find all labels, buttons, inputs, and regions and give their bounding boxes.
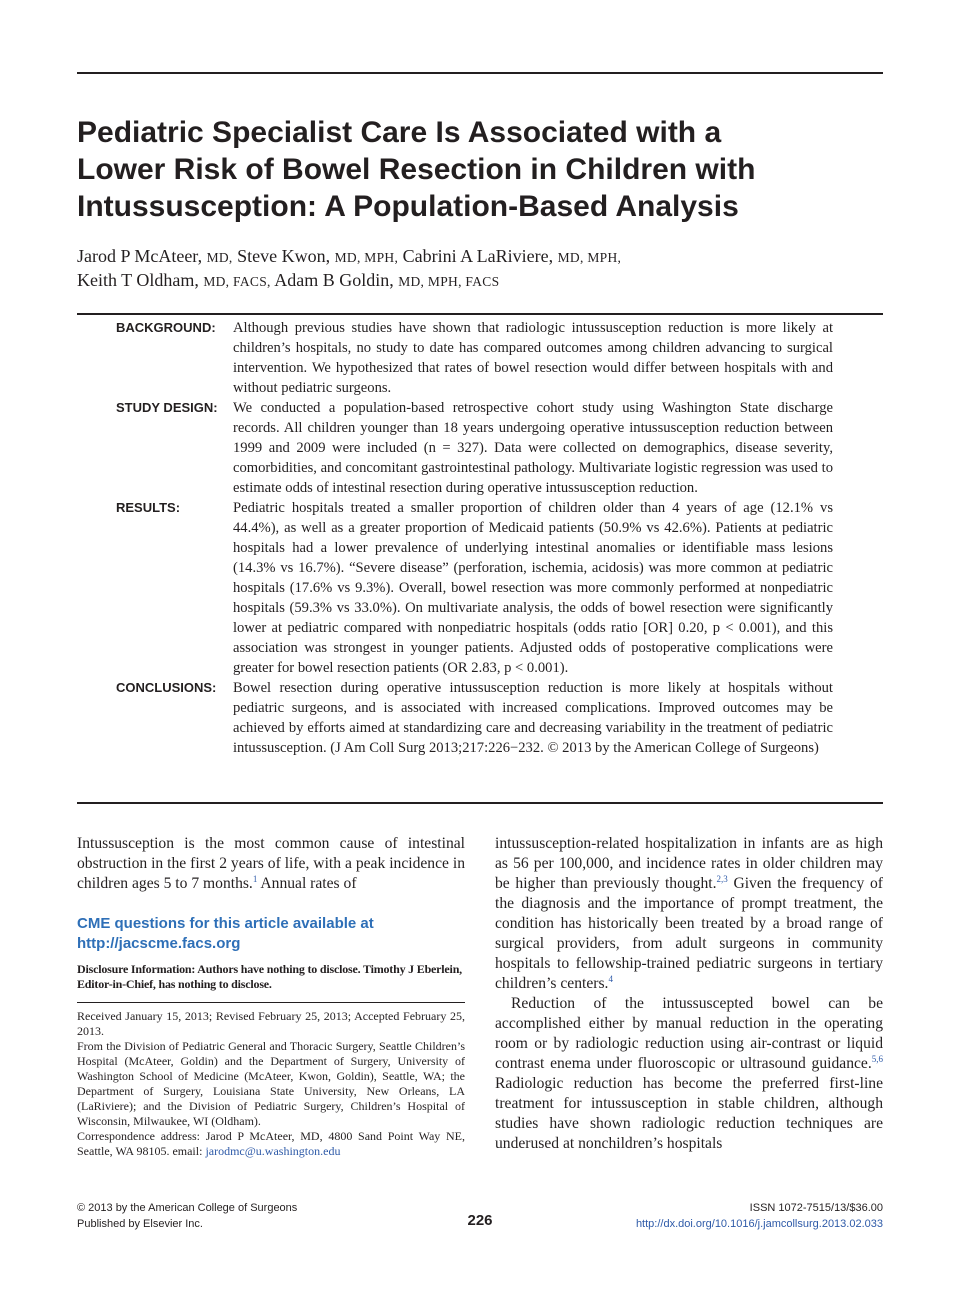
abstract — [77, 318, 883, 758]
paragraph-text: Reduction of the intussuscepted bowel can be accomplished either by manual reduction in the operating room or by radiologic reduction using air-contrast or liquid contrast enema under fluoroscopic or ultrasound guidance. — [495, 995, 883, 1072]
abstract-top-rule — [77, 313, 883, 315]
author-name: Keith T Oldham, — [77, 270, 199, 290]
intro-tail: Annual rates of — [257, 875, 357, 892]
abstract-text: Bowel resection during operative intussusception reduction is more likely at hospitals without pediatric surgeons, and is associated with increased complications. Improved outcomes may be achieved by efforts aimed at standardizing care and decreasing variability in the treatment of pediatric intussusception. (J Am Coll Surg 2013;217:226−232. © 2013 by the American College of Surgeons) — [233, 680, 833, 756]
intro-paragraph — [77, 834, 465, 894]
abstract-text: Pediatric hospitals treated a smaller proportion of children older than 4 years of age (12.1% vs 44.4%), as well as a greater proportion of Medicaid patients (50.9% vs 42.6%). Patients at pediatric hospitals had a lower prevalence of underlying intestinal anomalies or identifiable mass lesions (14.3% vs 16.7%). “Severe disease” (perforation, ischemia, acidosis) was more common at pediatric hospitals (17.6% vs 9.3%). Overall, bowel resection was more commonly performed at nonpediatric hospitals (59.3% vs 33.0%). On multivariate analysis, the odds of bowel resection were significantly lower at pediatric compared with nonpediatric hospitals (odds ratio [OR] 0.20, p < 0.001), and this association was strongest in younger patients. Adjusted odds of postoperative complications were greater for bowel resection patients (OR 2.83, p < 0.001). — [233, 500, 833, 676]
abstract-study-design — [77, 398, 883, 498]
abstract-bottom-rule — [77, 802, 883, 804]
author-degrees: MD, MPH, — [557, 250, 622, 265]
reference-marker[interactable]: 4 — [608, 973, 613, 984]
title-line: Intussusception: A Population-Based Analysis — [77, 190, 739, 223]
body-paragraph — [495, 834, 883, 994]
abstract-label: RESULTS: — [116, 500, 181, 515]
author-degrees: MD, MPH, — [334, 250, 399, 265]
cme-link[interactable]: http://jacscme.facs.org — [77, 935, 241, 952]
top-rule — [77, 72, 883, 74]
right-column — [495, 834, 883, 1154]
email-link[interactable]: jarodmc@u.washington.edu — [205, 1144, 341, 1158]
page-number: 226 — [467, 1212, 493, 1229]
abstract-background — [77, 318, 883, 398]
correspondence — [77, 1129, 465, 1159]
author-degrees: MD, FACS, — [203, 274, 271, 289]
paragraph-text: intussusception-related hospitalization in infants are as high as 56 per 100,000, and incidence rates in older children may be higher than previously thought. — [495, 835, 883, 892]
copyright: © 2013 by the American College of Surgeons — [77, 1202, 298, 1214]
cme-notice — [77, 914, 465, 954]
article-title — [77, 114, 877, 225]
footer-right — [636, 1200, 883, 1232]
author-list — [77, 245, 877, 293]
reference-marker[interactable]: 2,3 — [716, 873, 728, 884]
doi-link[interactable]: http://dx.doi.org/10.1016/j.jamcollsurg.2013.02.033 — [635, 1218, 883, 1230]
abstract-label: BACKGROUND: — [116, 320, 216, 335]
cme-text: CME questions for this article available at — [77, 915, 374, 932]
intro-text: Intussusception is the most common cause of intestinal obstruction in the first 2 years of life, with a peak incidence in children ages 5 to 7 months. — [77, 835, 465, 892]
abstract-conclusions — [77, 678, 883, 758]
abstract-text: Although previous studies have shown that radiologic intussusception reduction is more likely at children’s hospitals, no study to date has compared outcomes among children advancing to surgical intervention. We hypothesized that rates of bowel resection would differ between hospitals with and without pediatric surgeons. — [233, 320, 833, 396]
page-footer — [77, 1200, 883, 1240]
correspondence-text: Correspondence address: Jarod P McAteer, MD, 4800 Sand Point Way NE, Seattle, WA 98105. email: — [77, 1129, 465, 1158]
author-name: Cabrini A LaRiviere, — [402, 246, 554, 266]
publisher: Published by Elsevier Inc. — [77, 1218, 203, 1230]
abstract-label: STUDY DESIGN: — [116, 400, 218, 415]
paragraph-text: Radiologic reduction has become the preferred first-line treatment for intussusception in stable children, although studies have shown radiologic reduction techniques are underused at nonchildren’s hospitals — [495, 1075, 883, 1152]
title-line: Lower Risk of Bowel Resection in Children with — [77, 153, 756, 186]
author-degrees: MD, MPH, FACS — [398, 274, 500, 289]
left-column — [77, 834, 465, 1159]
affiliations: From the Division of Pediatric General and Thoracic Surgery, Seattle Children’s Hospital (McAteer, Goldin) and the Department of Surgery, University of Washington School of Medicine (McAteer, Kwon, Goldin), Seattle, WA; the Department of Surgery, Louisiana State University, New Orleans, LA (LaRiviere); and the Division of Pediatric Surgery, Children’s Hospital of Wisconsin, Milwaukee, WI (Oldham). — [77, 1039, 465, 1128]
issn: ISSN 1072-7515/13/$36.00 — [749, 1202, 883, 1214]
notes-divider — [77, 1002, 465, 1003]
author-name: Jarod P McAteer, — [77, 246, 203, 266]
abstract-results — [77, 498, 883, 678]
body-paragraph — [495, 994, 883, 1154]
disclosure-info: Disclosure Information: Authors have nothing to disclose. Timothy J Eberlein, Editor-in-Chief, has nothing to disclose. — [77, 962, 462, 991]
reference-marker[interactable]: 5,6 — [871, 1053, 883, 1064]
author-name: Steve Kwon, — [237, 246, 331, 266]
reference-marker[interactable]: 1 — [252, 873, 258, 884]
author-name: Adam B Goldin, — [274, 270, 394, 290]
received-dates: Received January 15, 2013; Revised February 25, 2013; Accepted February 25, 2013. — [77, 1009, 465, 1038]
abstract-label: CONCLUSIONS: — [116, 680, 217, 695]
paragraph-text: Given the frequency of the diagnosis and the importance of prompt treatment, the condition has historically been treated by a broad range of surgical providers, from adult surgeons in community hospitals to fellowship-trained pediatric surgeons in tertiary children’s centers. — [495, 875, 883, 992]
title-line: Pediatric Specialist Care Is Associated with a — [77, 116, 722, 149]
abstract-text: We conducted a population-based retrospective cohort study using Washington State discharge records. All children younger than 18 years undergoing operative intussusception reduction between 1999 and 2009 were included (n = 327). Data were collected on demographics, disease severity, comorbidities, and concomitant gastrointestinal pathology. Multivariate logistic regression was used to estimate odds of intestinal resection during operative intussusception reduction. — [233, 400, 833, 496]
author-degrees: MD, — [206, 250, 233, 265]
